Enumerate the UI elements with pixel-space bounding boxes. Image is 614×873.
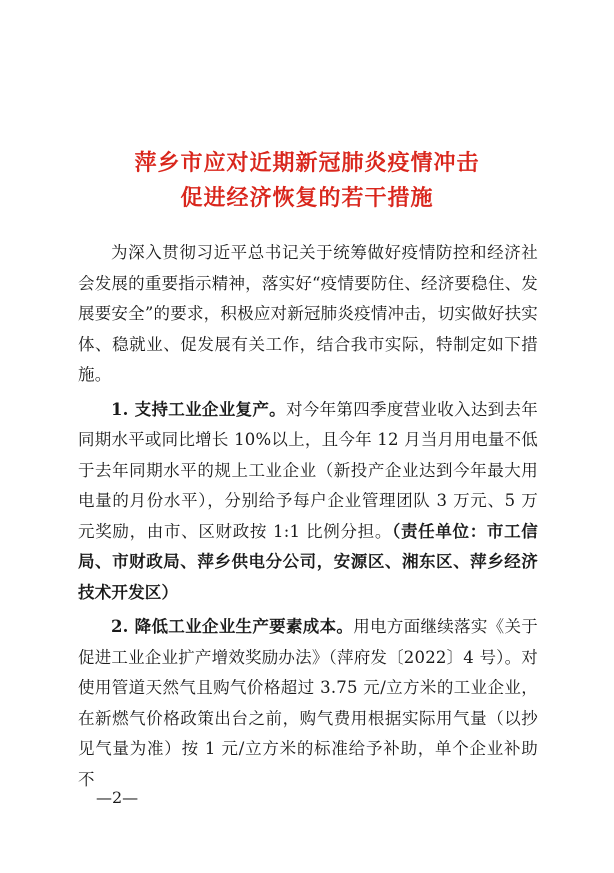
measure-2-heading: 2. 降低工业企业生产要素成本。 (111, 617, 354, 636)
intro-paragraph: 为深入贯彻习近平总书记关于统筹做好疫情防控和经济社会发展的重要指示精神，落实好“疫情要防住、经济要稳住、发展要安全”的要求，积极应对新冠肺炎疫情冲击，切实做好扶实体、稳就业、促发展有关工作，结合我市实际，特制定如下措施。 (78, 243, 538, 384)
document-title-line-2: 促进经济恢复的若干措施 (180, 185, 434, 211)
measure-1-heading: 1. 支持工业企业复产。 (111, 399, 286, 419)
measure-1-text: 对今年第四季度营业收入达到去年同期水平或同比增长 10%以上，且今年 12 月当月用电量不低于去年同期水平的规上工业企业（新投产企业达到今年最大用电量的月份水平），分别给予每户企业管理团队 3 万元、5 万元奖励，由市、区财政按 1:1 比例分担。 (78, 399, 538, 541)
measure-2-paragraph (78, 612, 538, 795)
document-title-line-1: 萍乡市应对近期新冠肺炎疫情冲击 (134, 150, 480, 176)
measure-2-text: 用电方面继续落实《关于促进工业企业扩产增效奖励办法》（萍府发〔2022〕4 号）。对使用管道天然气且购气价格超过 3.75 元/立方米的工业企业，在新燃气价格政策出台之前，购气费用根据实际用气量（以抄见气量为准）按 1 元/立方米的标准给予补助，单个企业补助不 (78, 617, 538, 789)
measure-1-responsible: （责任单位：市工信局、市财政局、萍乡供电分公司，安源区、湘东区、萍乡经济技术开发区） (78, 521, 538, 602)
measure-1-paragraph (78, 395, 538, 609)
document-body (78, 238, 538, 795)
page-number: —2— (96, 788, 139, 807)
